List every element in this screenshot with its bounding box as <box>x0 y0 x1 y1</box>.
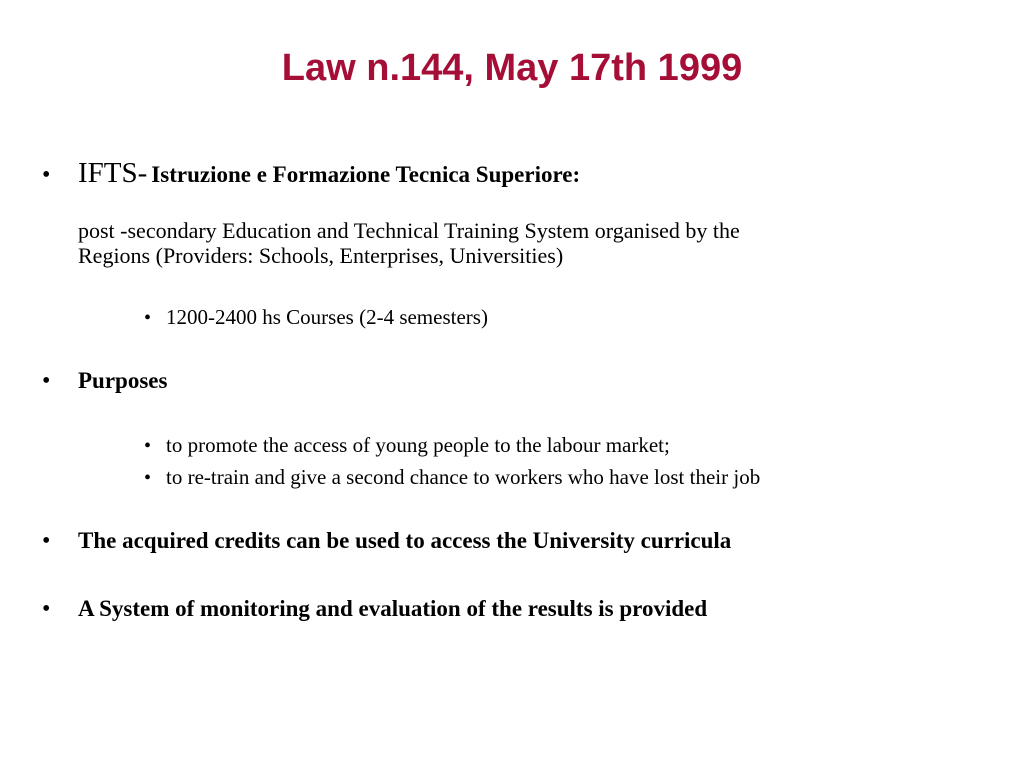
ifts-description-line2: Regions (Providers: Schools, Enterprises, Universities) <box>78 243 564 268</box>
sub-bullet-marker: • <box>144 435 152 457</box>
bullet-ifts <box>78 156 580 190</box>
bullet-marker: • <box>42 596 51 622</box>
slide-title: Law n.144, May 17th 1999 <box>281 47 743 89</box>
bullet-marker: • <box>42 368 51 394</box>
bullet-marker: • <box>42 528 51 554</box>
sub-bullet-marker: • <box>144 467 152 489</box>
sub-bullet-marker: • <box>144 307 152 329</box>
credits-bullet: The acquired credits can be used to access the University curricula <box>78 528 732 553</box>
ifts-acronym: IFTS- <box>78 157 148 189</box>
purposes-sub-item: to re-train and give a second chance to workers who have lost their job <box>166 465 761 489</box>
monitoring-bullet: A System of monitoring and evaluation of the results is provided <box>78 596 708 621</box>
ifts-heading: Istruzione e Formazione Tecnica Superiore: <box>151 162 581 187</box>
purposes-heading: Purposes <box>78 368 168 393</box>
purposes-sub-item: to promote the access of young people to the labour market; <box>166 433 670 457</box>
ifts-sub-item: 1200-2400 hs Courses (2-4 semesters) <box>166 305 488 329</box>
ifts-description-line1: post -secondary Education and Technical Training System organised by the <box>78 218 740 243</box>
bullet-marker: • <box>42 162 51 188</box>
